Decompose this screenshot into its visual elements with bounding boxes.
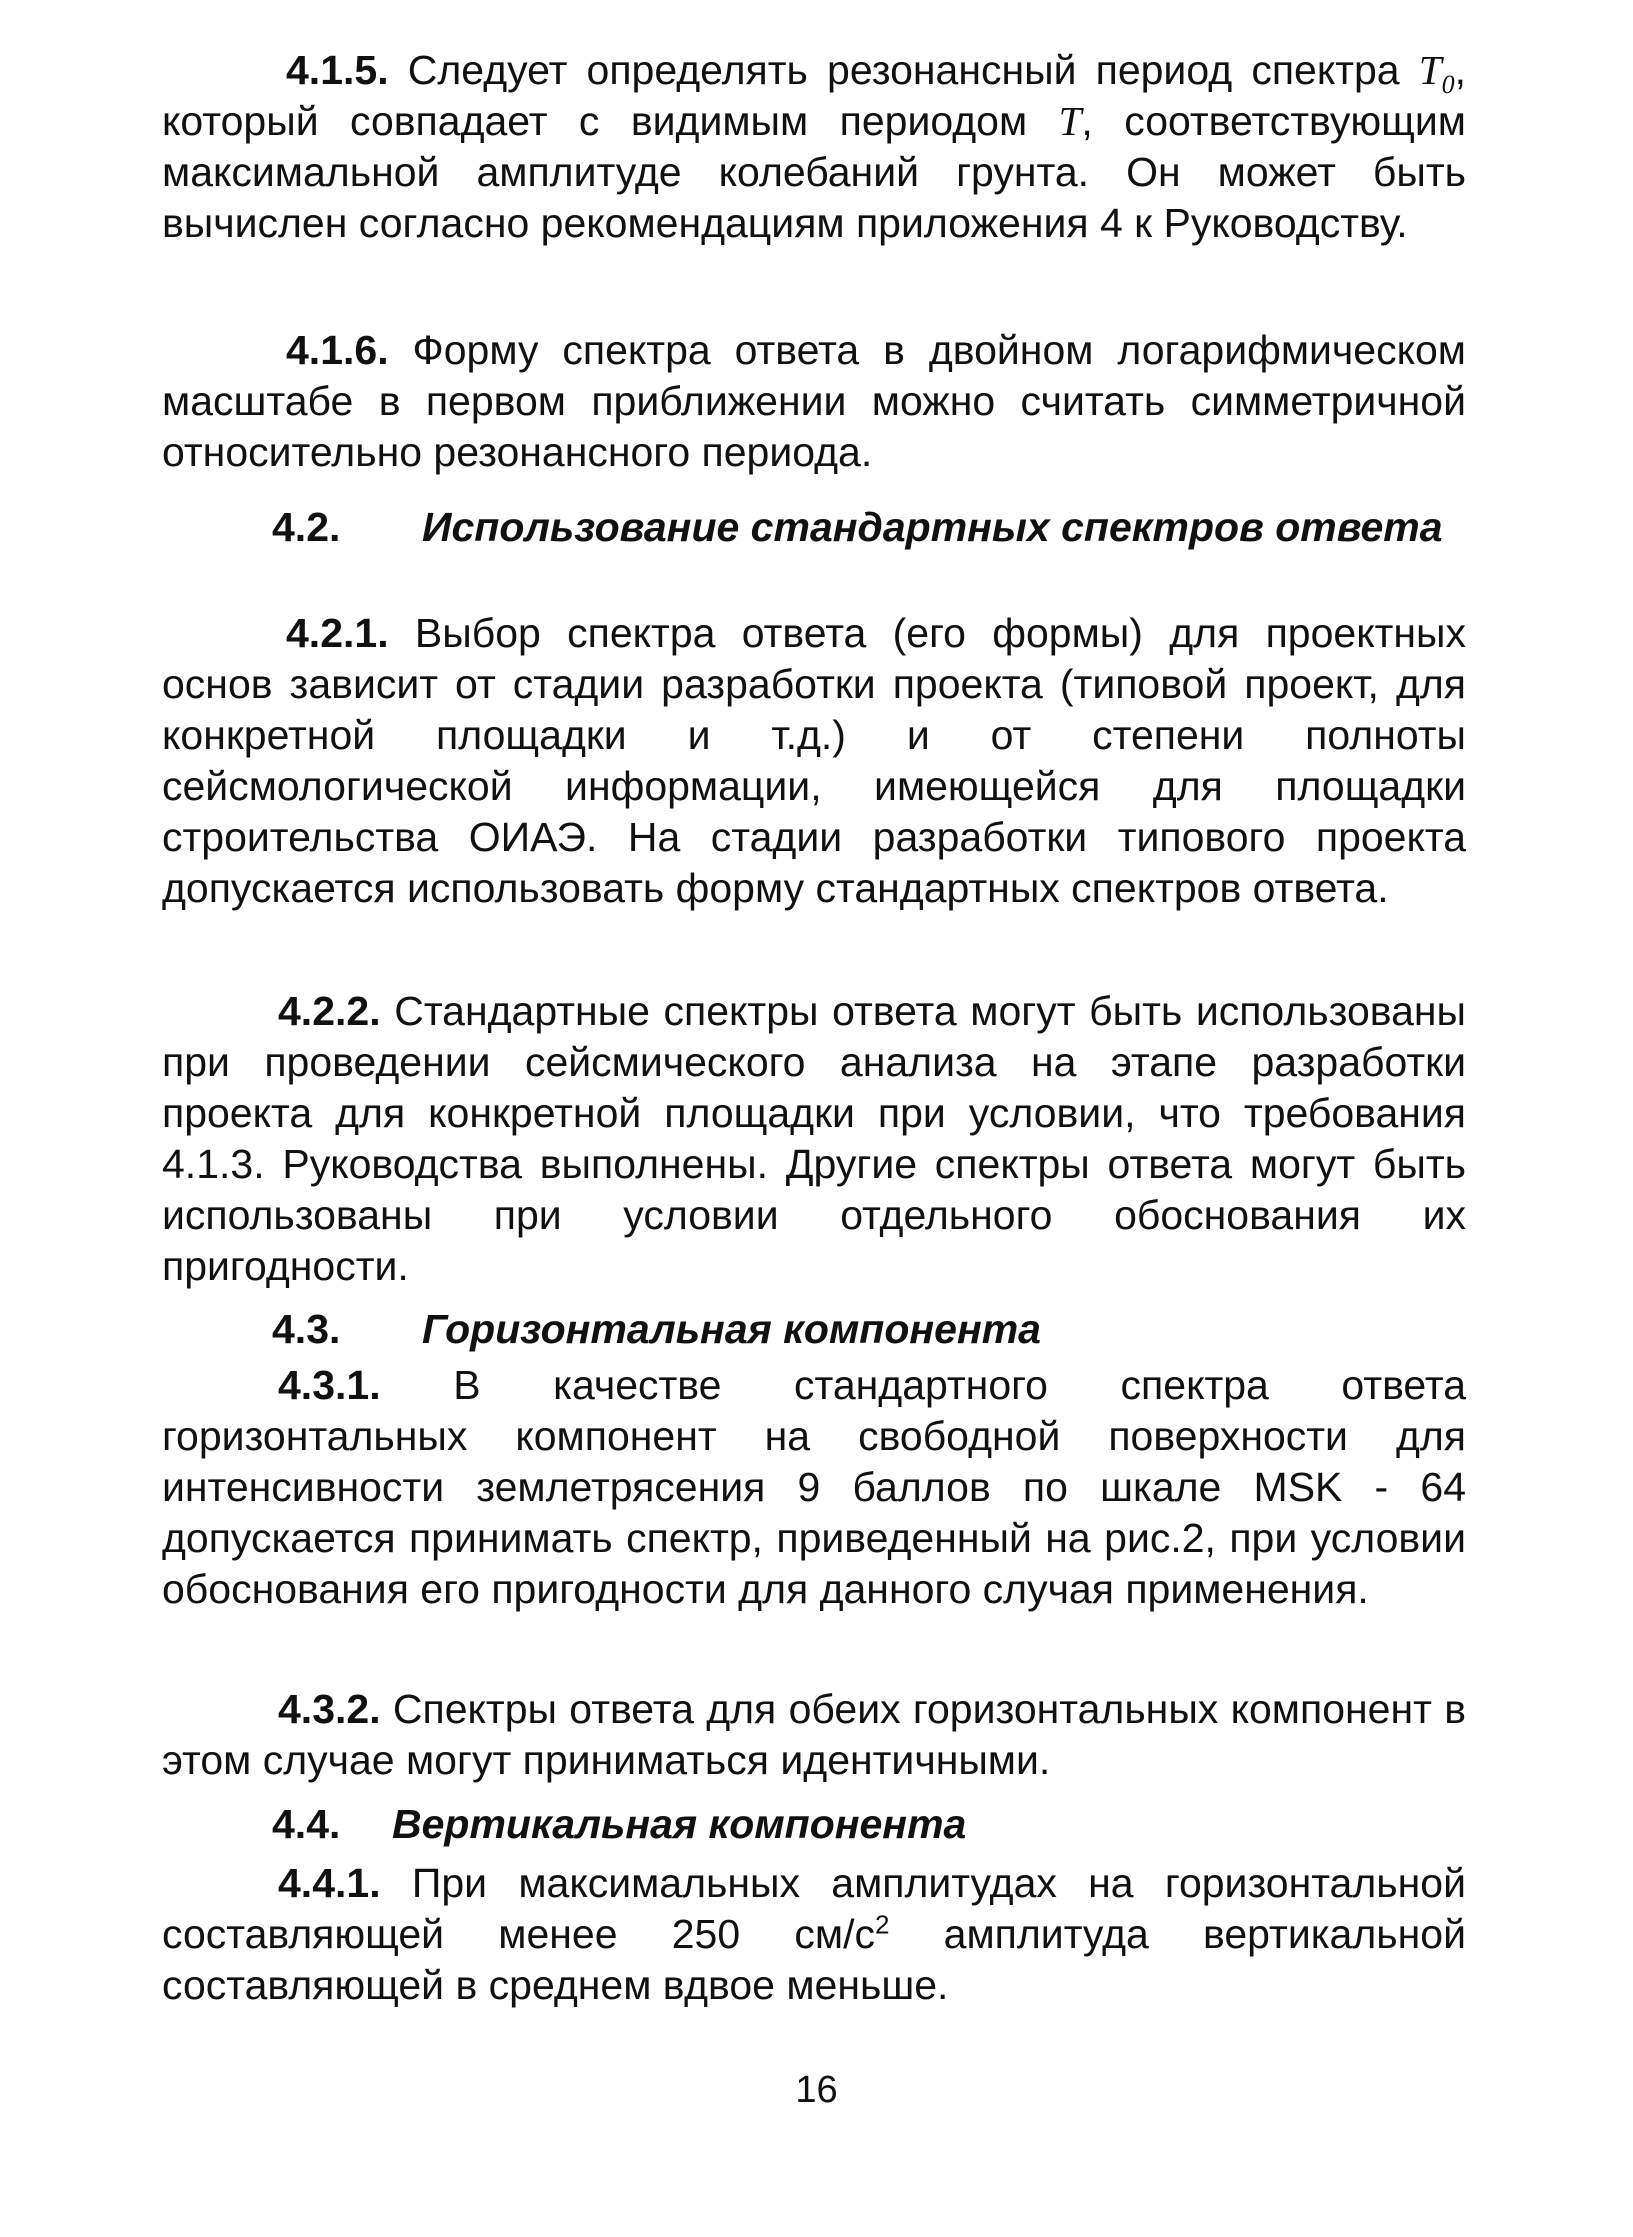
section-number: 4.1.6. bbox=[286, 327, 389, 373]
superscript-2: 2 bbox=[874, 1909, 890, 1940]
section-number: 4.1.5. bbox=[286, 47, 389, 93]
paragraph-text: , который совпадает с видимым периодом bbox=[162, 47, 1466, 144]
paragraph-4-1-5 bbox=[162, 45, 1466, 249]
section-title: Использование стандартных спектров ответа bbox=[422, 504, 1443, 550]
section-title: Горизонтальная компонента bbox=[422, 1306, 1041, 1352]
paragraph-4-2-2 bbox=[162, 986, 1466, 1292]
heading-4-2 bbox=[162, 502, 1466, 553]
paragraph-text: Стандартные спектры ответа могут быть использованы при проведении сейсмического анализа на этапе разработки проекта для конкретной площадки при условии, что требования 4.1.3. Руководства выполнены. Другие спектры ответа могут быть использованы при условии отдельного обоснования их пригодности. bbox=[162, 988, 1466, 1289]
section-number: 4.4.1. bbox=[278, 1860, 381, 1906]
paragraph-4-2-1 bbox=[162, 608, 1466, 914]
paragraph-text: Выбор спектра ответа (его формы) для проектных основ зависит от стадии разработки проекта (типовой проект, для конкретной площадки и т.д.) и от степени полноты сейсмологической информации, имеющейся для площадки строительства ОИАЭ. На стадии разработки типового проекта допускается использовать форму стандартных спектров ответа. bbox=[162, 610, 1466, 911]
paragraph-text: амплитуда вертикальной составляющей в среднем вдвое меньше. bbox=[162, 1911, 1466, 2008]
section-number: 4.3.2. bbox=[278, 1686, 381, 1732]
paragraph-4-4-1 bbox=[162, 1858, 1466, 2011]
symbol-t: T bbox=[1058, 98, 1082, 144]
paragraph-text: В качестве стандартного спектра ответа горизонтальных компонент на свободной поверхности для интенсивности землетрясения 9 баллов по шкале MSK - 64 допускается принимать спектр, приведенный на рис.2, при условии обоснования его пригодности для данного случая применения. bbox=[162, 1362, 1466, 1612]
section-title: Вертикальная компонента bbox=[392, 1801, 967, 1847]
paragraph-text: Спектры ответа для обеих горизонтальных компонент в этом случае могут приниматься идентичными. bbox=[162, 1686, 1466, 1783]
page-number: 16 bbox=[795, 2069, 838, 2111]
section-number: 4.2. bbox=[272, 504, 341, 550]
paragraph-4-3-1 bbox=[162, 1360, 1466, 1615]
heading-4-4 bbox=[162, 1799, 1466, 1850]
paragraph-text: Следует определять резонансный период спектра bbox=[407, 47, 1400, 93]
paragraph-4-3-2 bbox=[162, 1684, 1466, 1786]
paragraph-text: Форму спектра ответа в двойном логарифмическом масштабе в первом приближении можно считать симметричной относительно резонансного периода. bbox=[162, 327, 1466, 475]
section-number: 4.2.2. bbox=[278, 988, 381, 1034]
heading-4-3 bbox=[162, 1304, 1466, 1355]
section-number: 4.3.1. bbox=[278, 1362, 381, 1408]
section-number: 4.2.1. bbox=[286, 610, 389, 656]
section-number: 4.4. bbox=[272, 1801, 341, 1847]
paragraph-4-1-6 bbox=[162, 325, 1466, 478]
paragraph-text: При максимальных амплитудах на горизонтальной составляющей менее 250 см/с bbox=[162, 1860, 1466, 1957]
symbol-t0: $T_0$ bbox=[1418, 47, 1455, 100]
paragraph-text: , соответствующим максимальной амплитуде колебаний грунта. Он может быть вычислен согласно рекомендациям приложения 4 к Руководству. bbox=[162, 98, 1466, 246]
section-number: 4.3. bbox=[272, 1306, 341, 1352]
